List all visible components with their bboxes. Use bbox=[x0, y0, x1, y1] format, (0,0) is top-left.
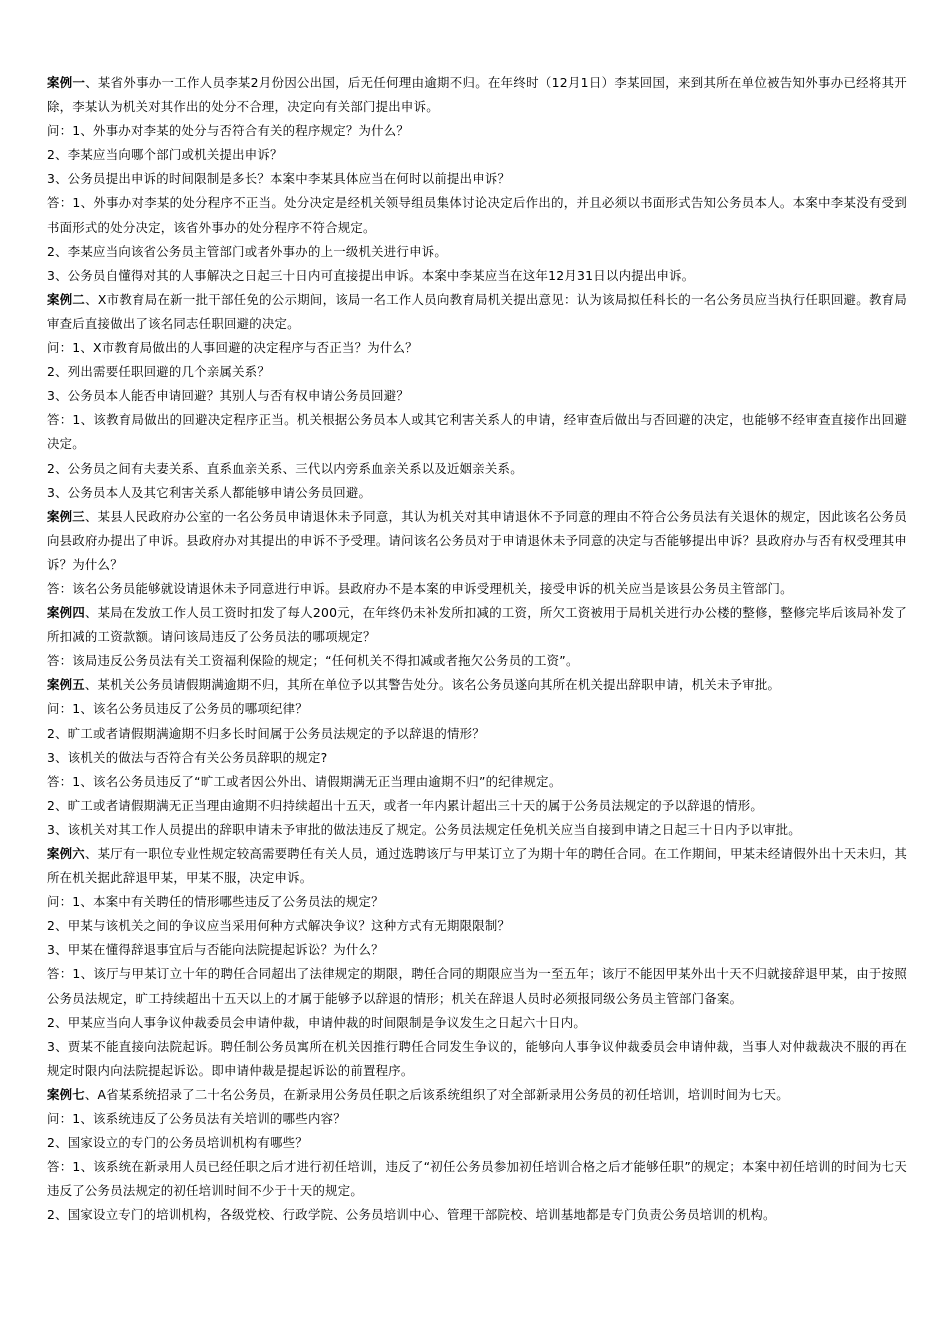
paragraph-text: 问：1、X市教育局做出的人事回避的决定程序与否正当？为什么？ bbox=[47, 340, 418, 356]
text-paragraph bbox=[47, 890, 907, 914]
paragraph-text: 问：1、本案中有关聘任的情形哪些违反了公务员法的规定？ bbox=[47, 894, 384, 910]
case-paragraph bbox=[47, 673, 907, 697]
paragraph-text: 2、旷工或者请假期满无正当理由逾期不归持续超出十五天，或者一年内累计超出三十天的属于公务员法规定的予以辞退的情形。 bbox=[47, 797, 764, 813]
paragraph-text: 、某厅有一职位专业性规定较高需要聘任有关人员，通过选聘该厅与甲某订立了为期十年的聘任合同。在工作期间，甲某未经请假外出十天未归，其所在机关据此辞退甲某，甲某不服，决定申诉。 bbox=[47, 846, 908, 886]
paragraph-text: 3、该机关对其工作人员提出的辞职申请未予审批的做法违反了规定。公务员法规定任免机关应当自接到申请之日起三十日内予以审批。 bbox=[47, 821, 801, 837]
text-paragraph bbox=[47, 962, 907, 1010]
text-paragraph bbox=[47, 360, 907, 384]
paragraph-text: 答：1、该名公务员违反了“旷工或者因公外出、请假期满无正当理由逾期不归”的纪律规定。 bbox=[47, 773, 562, 789]
case-paragraph bbox=[47, 842, 907, 890]
paragraph-text: 2、列出需要任职回避的几个亲属关系？ bbox=[47, 364, 271, 380]
paragraph-text: 3、公务员本人能否申请回避？其别人与否有权申请公务员回避？ bbox=[47, 388, 410, 404]
case-paragraph bbox=[47, 288, 907, 336]
text-paragraph bbox=[47, 577, 907, 601]
paragraph-text: 、某省外事办一工作人员李某2月份因公出国，后无任何理由逾期不归。在年终时（12月1日）李某回国，来到其所在单位被告知外事办已经将其开除，李某认为机关对其作出的处分不合理，决定向有关部门提出申诉。 bbox=[47, 75, 907, 115]
case-label: 案例三 bbox=[47, 508, 85, 524]
paragraph-text: 、A省某系统招录了二十名公务员，在新录用公务员任职之后该系统组织了对全部新录用公务员的初任培训，培训时间为七天。 bbox=[84, 1086, 789, 1102]
text-paragraph bbox=[47, 649, 907, 673]
paragraph-text: 、某机关公务员请假期满逾期不归，其所在单位予以其警告处分。该名公务员遂向其所在机关提出辞职申请，机关未予审批。 bbox=[84, 677, 781, 693]
text-paragraph bbox=[47, 191, 907, 239]
text-paragraph bbox=[47, 1107, 907, 1131]
text-paragraph bbox=[47, 119, 907, 143]
case-label: 案例五 bbox=[47, 677, 85, 693]
case-paragraph bbox=[47, 71, 907, 119]
text-paragraph bbox=[47, 1011, 907, 1035]
case-paragraph bbox=[47, 505, 907, 577]
paragraph-text: 2、旷工或者请假期满逾期不归多长时间属于公务员法规定的予以辞退的情形？ bbox=[47, 725, 485, 741]
paragraph-text: 、X市教育局在新一批干部任免的公示期间，该局一名工作人员向教育局机关提出意见：认为该局拟任科长的一名公务员应当执行任职回避。教育局审查后直接做出了该名同志任职回避的决定。 bbox=[47, 291, 907, 331]
paragraph-text: 2、国家设立的专门的公务员培训机构有哪些？ bbox=[47, 1135, 308, 1151]
text-paragraph bbox=[47, 481, 907, 505]
text-paragraph bbox=[47, 1155, 907, 1203]
text-paragraph bbox=[47, 240, 907, 264]
text-paragraph bbox=[47, 264, 907, 288]
text-paragraph bbox=[47, 1035, 907, 1083]
paragraph-text: 问：1、该名公务员违反了公务员的哪项纪律？ bbox=[47, 701, 308, 717]
case-label: 案例二 bbox=[47, 291, 86, 307]
text-paragraph bbox=[47, 457, 907, 481]
paragraph-text: 2、甲某与该机关之间的争议应当采用何种方式解决争议？这种方式有无期限限制？ bbox=[47, 918, 511, 934]
case-label: 案例一 bbox=[47, 75, 86, 90]
case-label: 案例六 bbox=[47, 846, 85, 861]
paragraph-text: 答：1、该系统在新录用人员已经任职之后才进行初任培训，违反了“初任公务员参加初任培训合格之后才能够任职”的规定；本案中初任培训的时间为七天违反了公务员法规定的初任培训时间不少于十天的规定。 bbox=[47, 1159, 907, 1199]
text-paragraph bbox=[47, 1131, 907, 1155]
text-paragraph bbox=[47, 336, 907, 360]
case-label: 案例四 bbox=[47, 605, 85, 621]
paragraph-text: 答：1、该教育局做出的回避决定程序正当。机关根据公务员本人或其它利害关系人的申请，经审查后做出与否回避的决定，也能够不经审查直接作出回避决定。 bbox=[47, 412, 907, 452]
paragraph-text: 答：1、外事办对李某的处分程序不正当。处分决定是经机关领导组员集体讨论决定后作出的，并且必须以书面形式告知公务员本人。本案中李某没有受到书面形式的处分决定，该省外事办的处分程序不符合规定。 bbox=[47, 195, 907, 235]
paragraph-text: 3、贾某不能直接向法院起诉。聘任制公务员寓所在机关因推行聘任合同发生争议的，能够向人事争议仲裁委员会申请仲裁，当事人对仲裁裁决不服的再在规定时限内向法院提起诉讼。即申请仲裁是提起诉讼的前置程序。 bbox=[47, 1038, 907, 1078]
paragraph-text: 答：该名公务员能够就设请退休未予同意进行申诉。县政府办不是本案的申诉受理机关，接受申诉的机关应当是该县公务员主管部门。 bbox=[47, 580, 793, 596]
paragraph-text: 3、公务员提出申诉的时间限制是多长？本案中李某具体应当在何时以前提出申诉？ bbox=[47, 171, 511, 187]
paragraph-text: 3、公务员本人及其它利害关系人都能够申请公务员回避。 bbox=[47, 484, 372, 500]
case-paragraph bbox=[47, 601, 907, 649]
paragraph-text: 2、甲某应当向人事争议仲裁委员会申请仲裁，申请仲裁的时间限制是争议发生之日起六十日内。 bbox=[47, 1014, 587, 1030]
text-paragraph bbox=[47, 722, 907, 746]
paragraph-text: 、某县人民政府办公室的一名公务员申请退休未予同意，其认为机关对其申请退休不予同意的理由不符合公务员法有关退休的规定，因此该名公务员向县政府办提出了申诉。县政府办对其提出的申诉不予受理。请问该名公务员对于申请退休未予同意的决定与否能够提出申诉？县政府办与否有权受理其申诉？为什么？ bbox=[47, 508, 908, 572]
text-paragraph bbox=[47, 408, 907, 456]
paragraph-text: 问：1、外事办对李某的处分与否符合有关的程序规定？为什么？ bbox=[47, 123, 410, 139]
text-paragraph bbox=[47, 938, 907, 962]
case-label: 案例七 bbox=[47, 1086, 85, 1102]
text-paragraph bbox=[47, 794, 907, 818]
paragraph-text: 2、李某应当向该省公务员主管部门或者外事办的上一级机关进行申诉。 bbox=[47, 243, 447, 259]
document-body bbox=[47, 71, 907, 1228]
text-paragraph bbox=[47, 384, 907, 408]
text-paragraph bbox=[47, 818, 907, 842]
paragraph-text: 问：1、该系统违反了公务员法有关培训的哪些内容？ bbox=[47, 1111, 346, 1127]
paragraph-text: 、某局在发放工作人员工资时扣发了每人200元，在年终仍未补发所扣减的工资，所欠工资被用于局机关进行办公楼的整修，整修完毕后该局补发了所扣减的工资款额。请问该局违反了公务员法的哪项规定？ bbox=[47, 605, 907, 645]
paragraph-text: 2、李某应当向哪个部门或机关提出申诉？ bbox=[47, 147, 283, 163]
text-paragraph bbox=[47, 697, 907, 721]
paragraph-text: 答：该局违反公务员法有关工资福利保险的规定；“任何机关不得扣减或者拖欠公务员的工资”。 bbox=[47, 653, 579, 669]
text-paragraph bbox=[47, 770, 907, 794]
text-paragraph bbox=[47, 143, 907, 167]
text-paragraph bbox=[47, 167, 907, 191]
text-paragraph bbox=[47, 746, 907, 770]
paragraph-text: 答：1、该厅与甲某订立十年的聘任合同超出了法律规定的期限，聘任合同的期限应当为一至五年；该厅不能因甲某外出十天不归就接辞退甲某，由于按照公务员法规定，旷工持续超出十五天以上的才属于能够予以辞退的情形；机关在辞退人员时必须报同级公务员主管部门备案。 bbox=[47, 966, 907, 1006]
case-paragraph bbox=[47, 1083, 907, 1107]
paragraph-text: 2、公务员之间有夫妻关系、直系血亲关系、三代以内旁系血亲关系以及近姻亲关系。 bbox=[47, 460, 523, 476]
text-paragraph bbox=[47, 1203, 907, 1227]
paragraph-text: 2、国家设立专门的培训机构，各级党校、行政学院、公务员培训中心、管理干部院校、培训基地都是专门负责公务员培训的机构。 bbox=[47, 1207, 776, 1223]
paragraph-text: 3、甲某在懂得辞退事宜后与否能向法院提起诉讼？为什么？ bbox=[47, 942, 384, 958]
text-paragraph bbox=[47, 914, 907, 938]
paragraph-text: 3、公务员自懂得对其的人事解决之日起三十日内可直接提出申诉。本案中李某应当在这年12月31日以内提出申诉。 bbox=[47, 267, 695, 283]
paragraph-text: 3、该机关的做法与否符合有关公务员辞职的规定? bbox=[47, 749, 328, 765]
